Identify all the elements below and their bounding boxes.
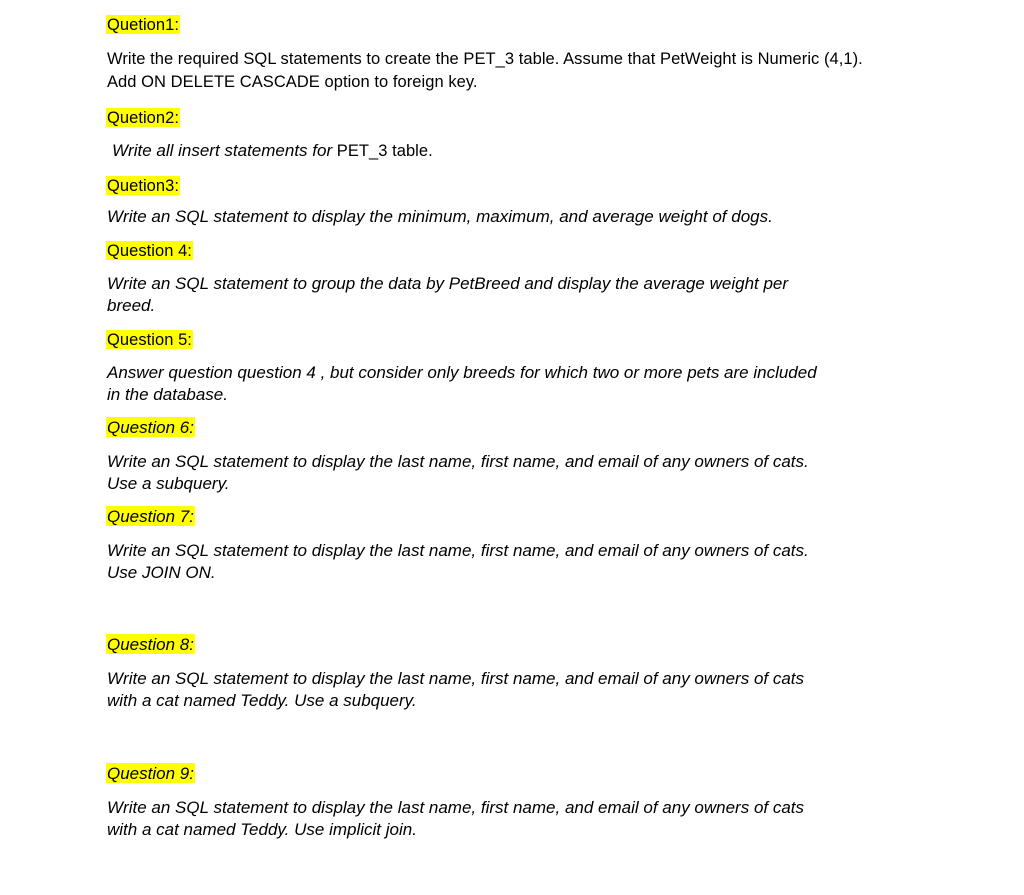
- question-9-line-2: with a cat named Teddy. Use implicit join.: [107, 820, 417, 839]
- question-7-line-2: Use JOIN ON.: [107, 563, 216, 582]
- question-5-label: Question 5:: [107, 331, 192, 349]
- question-9-label: Question 9:: [107, 764, 194, 783]
- question-8-text: [107, 668, 804, 712]
- question-3-label: Quetion3:: [107, 177, 180, 195]
- question-1-text: [107, 48, 863, 94]
- question-9-line-1: Write an SQL statement to display the last name, first name, and email of any owners of cats: [107, 798, 805, 817]
- question-1-label: Quetion1:: [107, 16, 180, 34]
- question-5-line-2: in the database.: [107, 385, 228, 404]
- question-8-line-1: Write an SQL statement to display the last name, first name, and email of any owners of cats: [107, 669, 805, 688]
- question-1-line-2: Add ON DELETE CASCADE option to foreign key.: [107, 73, 478, 91]
- question-6-line-2: Use a subquery.: [107, 474, 230, 493]
- question-2-normal-text: PET_3 table.: [332, 142, 433, 160]
- question-4-line-2: breed.: [107, 296, 156, 315]
- question-3-line-1: Write an SQL statement to display the minimum, maximum, and average weight of dogs.: [107, 207, 773, 226]
- question-6-line-1: Write an SQL statement to display the last name, first name, and email of any owners of cats.: [107, 452, 809, 471]
- question-4-label: Question 4:: [107, 242, 192, 260]
- question-2-label: Quetion2:: [107, 109, 180, 127]
- question-4-text: [107, 273, 788, 317]
- question-5-line-1: Answer question question 4 , but consider only breeds for which two or more pets are included: [107, 363, 817, 382]
- question-6-text: [107, 451, 809, 495]
- question-4-line-1: Write an SQL statement to group the data by PetBreed and display the average weight per: [107, 274, 789, 293]
- question-7-line-1: Write an SQL statement to display the last name, first name, and email of any owners of cats.: [107, 541, 809, 560]
- question-3-text: [107, 206, 773, 228]
- question-2-italic-text: Write all insert statements for: [112, 141, 333, 160]
- question-5-text: [107, 362, 817, 406]
- question-8-label: Question 8:: [107, 635, 194, 654]
- question-1-line-1: Write the required SQL statements to create the PET_3 table. Assume that PetWeight is Numeric (4,1).: [107, 50, 863, 68]
- question-9-text: [107, 797, 804, 841]
- question-7-label: Question 7:: [107, 507, 194, 526]
- question-2-text: [112, 140, 433, 163]
- question-7-text: [107, 540, 809, 584]
- question-8-line-2: with a cat named Teddy. Use a subquery.: [107, 691, 417, 710]
- question-6-label: Question 6:: [107, 418, 194, 437]
